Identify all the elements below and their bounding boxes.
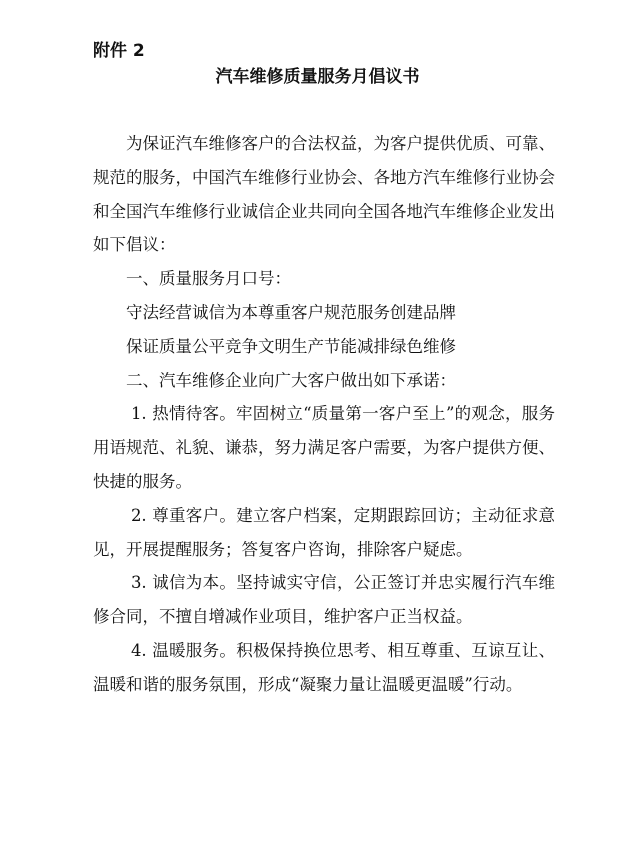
slogan-line-1: 守法经营诚信为本尊重客户规范服务创建品牌 [126, 302, 456, 322]
commitment-item-4: 4. 温暖服务。积极保持换位思考、相互尊重、互谅互让、温暖和谐的服务氛围，形成“凝聚力量让温暖更温暖”行动。 [93, 640, 555, 694]
document-body [93, 127, 555, 702]
intro-paragraph: 为保证汽车维修客户的合法权益，为客户提供优质、可靠、规范的服务，中国汽车维修行业协会、各地方汽车维修行业协会和全国汽车维修行业诚信企业共同向全国各地汽车维修企业发出如下倡议： [93, 134, 555, 255]
commitment-item-3: 3. 诚信为本。坚持诚实守信，公正签订并忠实履行汽车维修合同，不擅自增减作业项目，维护客户正当权益。 [93, 573, 555, 627]
slogan-line-2: 保证质量公平竞争文明生产节能减排绿色维修 [126, 336, 456, 356]
commitment-item-2: 2. 尊重客户。建立客户档案，定期跟踪回访；主动征求意见，开展提醒服务；答复客户咨询，排除客户疑虑。 [93, 505, 555, 559]
commitment-item-1: 1. 热情待客。牢固树立“质量第一客户至上”的观念，服务用语规范、礼貌、谦恭，努力满足客户需要，为客户提供方便、快捷的服务。 [93, 404, 555, 491]
section-heading-slogan: 一、质量服务月口号： [126, 269, 291, 289]
document-title: 汽车维修质量服务月倡议书 [215, 67, 420, 87]
section-heading-commitments: 二、汽车维修企业向广大客户做出如下承诺： [126, 370, 456, 390]
attachment-label: 附件 2 [93, 41, 145, 61]
